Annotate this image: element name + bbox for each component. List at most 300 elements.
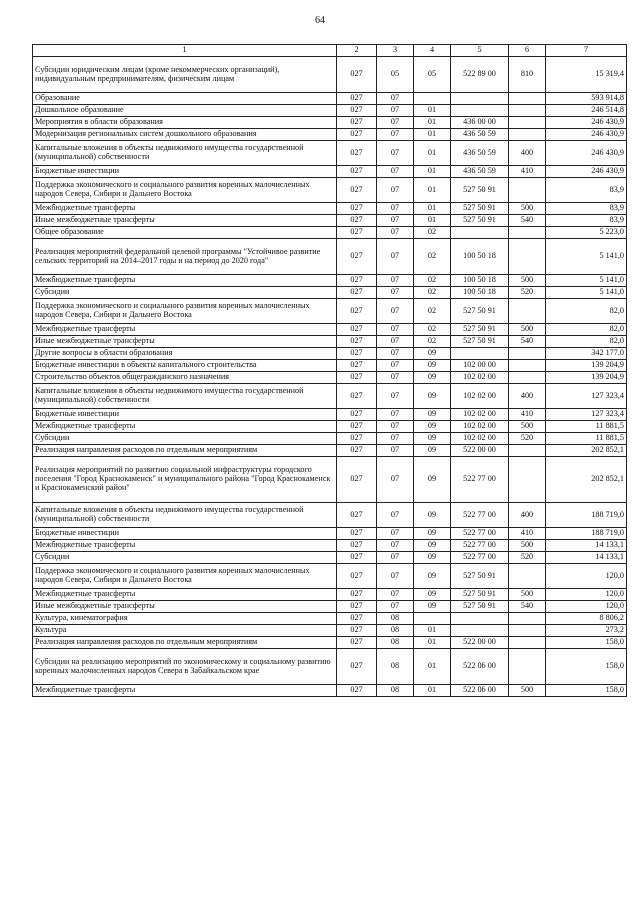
row-subsection: 09 [414,503,451,528]
table-row [33,372,627,384]
row-target-item: 100 50 18 [451,275,509,287]
row-amount: 5 223,0 [546,227,627,239]
row-admin-code: 027 [337,105,377,117]
row-subsection: 09 [414,601,451,613]
row-amount: 127 323,4 [546,409,627,421]
row-name: Поддержка экономического и социального развития коренных малочисленных народов Севера, Сибири и Дальнего Востока [33,299,337,324]
row-admin-code: 027 [337,166,377,178]
row-expense-type: 400 [509,141,546,166]
row-amount: 14 133,1 [546,552,627,564]
row-name: Другие вопросы в области образования [33,348,337,360]
row-name: Поддержка экономического и социального развития коренных малочисленных народов Севера, Сибири и Дальнего Востока [33,178,337,203]
row-subsection: 01 [414,117,451,129]
row-target-item [451,625,509,637]
row-expense-type: 520 [509,552,546,564]
row-expense-type: 500 [509,685,546,697]
row-name: Межбюджетные трансферты [33,589,337,601]
row-admin-code: 027 [337,649,377,685]
row-name: Образование [33,93,337,105]
row-amount: 127 323,4 [546,384,627,409]
row-subsection: 09 [414,457,451,503]
row-target-item: 527 50 91 [451,336,509,348]
row-admin-code: 027 [337,601,377,613]
row-target-item [451,227,509,239]
row-expense-type [509,227,546,239]
row-section: 07 [377,503,414,528]
table-row [33,433,627,445]
row-amount: 83,9 [546,203,627,215]
row-section: 07 [377,227,414,239]
row-expense-type: 410 [509,166,546,178]
row-expense-type [509,117,546,129]
row-amount: 246 430,9 [546,166,627,178]
table-row [33,625,627,637]
column-header: 7 [546,45,627,57]
row-amount: 139 204,9 [546,372,627,384]
row-amount: 246 430,9 [546,129,627,141]
row-admin-code: 027 [337,552,377,564]
row-expense-type [509,105,546,117]
row-admin-code: 027 [337,239,377,275]
row-subsection: 02 [414,239,451,275]
row-admin-code: 027 [337,613,377,625]
row-name: Реализация направления расходов по отдельным мероприятиям [33,637,337,649]
table-row [33,215,627,227]
row-target-item: 436 50 59 [451,141,509,166]
table-row [33,613,627,625]
row-admin-code: 027 [337,685,377,697]
row-section: 07 [377,552,414,564]
row-expense-type: 500 [509,203,546,215]
table-row [33,384,627,409]
row-admin-code: 027 [337,625,377,637]
row-expense-type [509,649,546,685]
row-admin-code: 027 [337,445,377,457]
row-admin-code: 027 [337,433,377,445]
table-row [33,178,627,203]
row-name: Поддержка экономического и социального развития коренных малочисленных народов Севера, Сибири и Дальнего Востока [33,564,337,589]
table-row [33,324,627,336]
row-name: Бюджетные инвестиции [33,166,337,178]
table-row [33,552,627,564]
row-admin-code: 027 [337,589,377,601]
row-section: 07 [377,178,414,203]
row-expense-type: 500 [509,421,546,433]
row-target-item: 100 50 18 [451,239,509,275]
row-expense-type: 410 [509,528,546,540]
row-subsection: 09 [414,433,451,445]
row-expense-type: 540 [509,215,546,227]
row-name: Общее образование [33,227,337,239]
row-section: 08 [377,649,414,685]
row-name: Модернизация региональных систем дошкольного образования [33,129,337,141]
row-target-item: 522 89 00 [451,57,509,93]
row-expense-type [509,93,546,105]
row-section: 08 [377,613,414,625]
row-subsection [414,93,451,105]
table-row [33,421,627,433]
table-row [33,105,627,117]
row-subsection: 09 [414,528,451,540]
row-amount: 188 719,0 [546,528,627,540]
row-section: 08 [377,685,414,697]
row-admin-code: 027 [337,178,377,203]
table-row [33,649,627,685]
row-expense-type: 400 [509,384,546,409]
row-amount: 246 514,8 [546,105,627,117]
row-amount: 120,0 [546,601,627,613]
row-name: Субсидии [33,433,337,445]
row-name: Межбюджетные трансферты [33,203,337,215]
row-admin-code: 027 [337,287,377,299]
row-amount: 82,0 [546,336,627,348]
table-row [33,445,627,457]
row-section: 07 [377,203,414,215]
row-name: Бюджетные инвестиции в объекты капитального строительства [33,360,337,372]
table-row [33,57,627,93]
row-subsection: 09 [414,372,451,384]
row-amount: 11 881,5 [546,421,627,433]
table-body [33,57,627,697]
table-row [33,409,627,421]
row-expense-type [509,360,546,372]
row-name: Межбюджетные трансферты [33,324,337,336]
table-row [33,528,627,540]
row-target-item: 100 50 18 [451,287,509,299]
table-row [33,299,627,324]
row-subsection: 02 [414,227,451,239]
row-section: 07 [377,445,414,457]
row-target-item: 102 02 00 [451,384,509,409]
row-expense-type [509,178,546,203]
row-subsection: 09 [414,540,451,552]
row-section: 07 [377,299,414,324]
row-subsection: 09 [414,421,451,433]
row-section: 07 [377,528,414,540]
row-subsection: 01 [414,141,451,166]
row-amount: 8 806,2 [546,613,627,625]
row-name: Реализация мероприятий федеральной целевой программы "Устойчивое развитие сельских территорий на 2014–2017 годы и на период до 2020 года" [33,239,337,275]
column-header: 6 [509,45,546,57]
row-expense-type [509,372,546,384]
row-target-item: 527 50 91 [451,178,509,203]
row-admin-code: 027 [337,421,377,433]
table-row [33,275,627,287]
row-amount: 342 177,0 [546,348,627,360]
row-amount: 83,9 [546,215,627,227]
column-header: 4 [414,45,451,57]
row-admin-code: 027 [337,227,377,239]
row-admin-code: 027 [337,275,377,287]
row-subsection: 09 [414,564,451,589]
row-target-item: 527 50 91 [451,601,509,613]
row-subsection: 09 [414,409,451,421]
row-subsection: 09 [414,348,451,360]
row-subsection: 01 [414,215,451,227]
row-section: 07 [377,457,414,503]
row-subsection: 01 [414,105,451,117]
row-section: 07 [377,287,414,299]
row-name: Реализация направления расходов по отдельным мероприятиям [33,445,337,457]
row-section: 07 [377,409,414,421]
row-target-item: 522 77 00 [451,552,509,564]
row-expense-type: 540 [509,601,546,613]
row-name: Бюджетные инвестиции [33,528,337,540]
row-target-item: 436 00 00 [451,117,509,129]
row-name: Капитальные вложения в объекты недвижимого имущества государственной (муниципальной) собственности [33,384,337,409]
table-row [33,637,627,649]
row-subsection: 09 [414,384,451,409]
row-subsection: 01 [414,166,451,178]
row-amount: 158,0 [546,685,627,697]
row-expense-type: 520 [509,433,546,445]
row-target-item [451,105,509,117]
row-section: 07 [377,601,414,613]
row-section: 07 [377,421,414,433]
row-section: 07 [377,239,414,275]
row-section: 07 [377,433,414,445]
row-expense-type: 500 [509,589,546,601]
row-expense-type: 410 [509,409,546,421]
row-expense-type [509,457,546,503]
row-name: Мероприятия в области образования [33,117,337,129]
table-row [33,203,627,215]
table-row [33,239,627,275]
row-expense-type [509,129,546,141]
row-amount: 158,0 [546,649,627,685]
row-target-item: 527 50 91 [451,215,509,227]
row-section: 07 [377,589,414,601]
row-admin-code: 027 [337,637,377,649]
row-subsection: 01 [414,649,451,685]
row-amount: 5 141,0 [546,287,627,299]
row-name: Субсидии [33,552,337,564]
row-name: Иные межбюджетные трансферты [33,601,337,613]
row-amount: 246 430,9 [546,141,627,166]
row-name: Иные межбюджетные трансферты [33,215,337,227]
row-target-item: 527 50 91 [451,203,509,215]
row-name: Субсидии на реализацию мероприятий по экономическому и социальному развитию коренных малочисленных народов Севера в Забайкальском крае [33,649,337,685]
row-amount: 11 881,5 [546,433,627,445]
row-subsection: 01 [414,178,451,203]
row-target-item [451,348,509,360]
table-row [33,564,627,589]
row-amount: 82,0 [546,324,627,336]
row-name: Культура, кинематография [33,613,337,625]
row-name: Межбюджетные трансферты [33,275,337,287]
row-section: 07 [377,93,414,105]
row-amount: 158,0 [546,637,627,649]
row-section: 07 [377,215,414,227]
table-row [33,601,627,613]
row-subsection: 02 [414,336,451,348]
row-target-item: 436 50 59 [451,129,509,141]
row-expense-type: 810 [509,57,546,93]
row-amount: 82,0 [546,299,627,324]
row-admin-code: 027 [337,384,377,409]
row-admin-code: 027 [337,348,377,360]
row-expense-type [509,637,546,649]
budget-table [32,44,627,697]
table-row [33,227,627,239]
row-target-item: 522 06 00 [451,685,509,697]
row-subsection: 09 [414,589,451,601]
row-subsection: 09 [414,552,451,564]
row-section: 07 [377,117,414,129]
row-expense-type: 500 [509,275,546,287]
row-subsection: 01 [414,129,451,141]
row-name: Субсидии юридическим лицам (кроме некоммерческих организаций), индивидуальным предпринимателям, физическим лицам [33,57,337,93]
row-admin-code: 027 [337,299,377,324]
row-section: 07 [377,564,414,589]
row-admin-code: 027 [337,203,377,215]
header-row [33,45,627,57]
row-amount: 14 133,1 [546,540,627,552]
row-admin-code: 027 [337,457,377,503]
row-expense-type [509,348,546,360]
row-subsection [414,613,451,625]
row-name: Капитальные вложения в объекты недвижимого имущества государственной (муниципальной) собственности [33,503,337,528]
row-target-item: 102 00 00 [451,360,509,372]
row-expense-type [509,299,546,324]
row-admin-code: 027 [337,540,377,552]
row-name: Реализация мероприятий по развитию социальной инфраструктуры городского поселения "Город Краснокаменск" и муниципального района "Город Краснокаменск и Краснокаменский район" [33,457,337,503]
row-name: Межбюджетные трансферты [33,685,337,697]
column-header: 3 [377,45,414,57]
row-expense-type: 520 [509,287,546,299]
row-subsection: 09 [414,445,451,457]
row-name: Строительство объектов общегражданского назначения [33,372,337,384]
row-expense-type: 540 [509,336,546,348]
row-section: 07 [377,540,414,552]
row-amount: 83,9 [546,178,627,203]
table-row [33,93,627,105]
column-header: 5 [451,45,509,57]
row-section: 07 [377,129,414,141]
row-name: Межбюджетные трансферты [33,421,337,433]
row-expense-type [509,613,546,625]
row-section: 07 [377,336,414,348]
row-section: 07 [377,275,414,287]
row-section: 08 [377,625,414,637]
row-subsection: 02 [414,324,451,336]
row-admin-code: 027 [337,528,377,540]
row-admin-code: 027 [337,117,377,129]
row-subsection: 01 [414,685,451,697]
row-amount: 246 430,9 [546,117,627,129]
table-row [33,117,627,129]
row-target-item: 527 50 91 [451,324,509,336]
row-target-item: 522 77 00 [451,503,509,528]
row-admin-code: 027 [337,57,377,93]
row-amount: 120,0 [546,589,627,601]
row-subsection: 01 [414,203,451,215]
table-row [33,685,627,697]
row-target-item: 522 77 00 [451,528,509,540]
row-admin-code: 027 [337,503,377,528]
table-row [33,589,627,601]
row-amount: 139 204,9 [546,360,627,372]
row-admin-code: 027 [337,93,377,105]
table-row [33,360,627,372]
row-admin-code: 027 [337,324,377,336]
row-name: Дошкольное образование [33,105,337,117]
row-section: 07 [377,372,414,384]
row-subsection: 01 [414,625,451,637]
table-row [33,457,627,503]
row-expense-type: 500 [509,540,546,552]
row-admin-code: 027 [337,129,377,141]
row-target-item: 527 50 91 [451,564,509,589]
row-expense-type [509,625,546,637]
row-amount: 202 852,1 [546,445,627,457]
row-target-item: 527 50 91 [451,299,509,324]
row-target-item: 522 00 00 [451,445,509,457]
row-section: 07 [377,324,414,336]
row-admin-code: 027 [337,409,377,421]
row-target-item: 522 00 00 [451,637,509,649]
row-section: 05 [377,57,414,93]
row-expense-type [509,564,546,589]
row-expense-type: 500 [509,324,546,336]
table-row [33,336,627,348]
row-target-item: 527 50 91 [451,589,509,601]
row-section: 07 [377,348,414,360]
table-row [33,540,627,552]
row-name: Межбюджетные трансферты [33,540,337,552]
row-amount: 188 719,0 [546,503,627,528]
row-target-item: 522 06 00 [451,649,509,685]
row-admin-code: 027 [337,564,377,589]
row-amount: 15 319,4 [546,57,627,93]
row-name: Культура [33,625,337,637]
row-section: 07 [377,141,414,166]
table-row [33,503,627,528]
row-expense-type [509,445,546,457]
row-amount: 202 852,1 [546,457,627,503]
row-admin-code: 027 [337,372,377,384]
row-target-item: 102 02 00 [451,433,509,445]
row-target-item [451,613,509,625]
row-amount: 593 914,8 [546,93,627,105]
row-admin-code: 027 [337,360,377,372]
row-name: Иные межбюджетные трансферты [33,336,337,348]
row-subsection: 02 [414,299,451,324]
row-target-item: 102 02 00 [451,421,509,433]
row-admin-code: 027 [337,336,377,348]
row-section: 07 [377,166,414,178]
row-section: 07 [377,384,414,409]
table-row [33,287,627,299]
row-name: Бюджетные инвестиции [33,409,337,421]
row-admin-code: 027 [337,215,377,227]
row-subsection: 09 [414,360,451,372]
row-subsection: 05 [414,57,451,93]
row-subsection: 01 [414,637,451,649]
column-header: 2 [337,45,377,57]
row-expense-type [509,239,546,275]
row-section: 08 [377,637,414,649]
row-name: Субсидии [33,287,337,299]
row-amount: 273,2 [546,625,627,637]
row-target-item: 522 77 00 [451,540,509,552]
row-name: Капитальные вложения в объекты недвижимого имущества государственной (муниципальной) собственности [33,141,337,166]
row-target-item: 436 50 59 [451,166,509,178]
row-expense-type: 400 [509,503,546,528]
row-section: 07 [377,360,414,372]
column-header: 1 [33,45,337,57]
page-number: 64 [315,15,325,26]
